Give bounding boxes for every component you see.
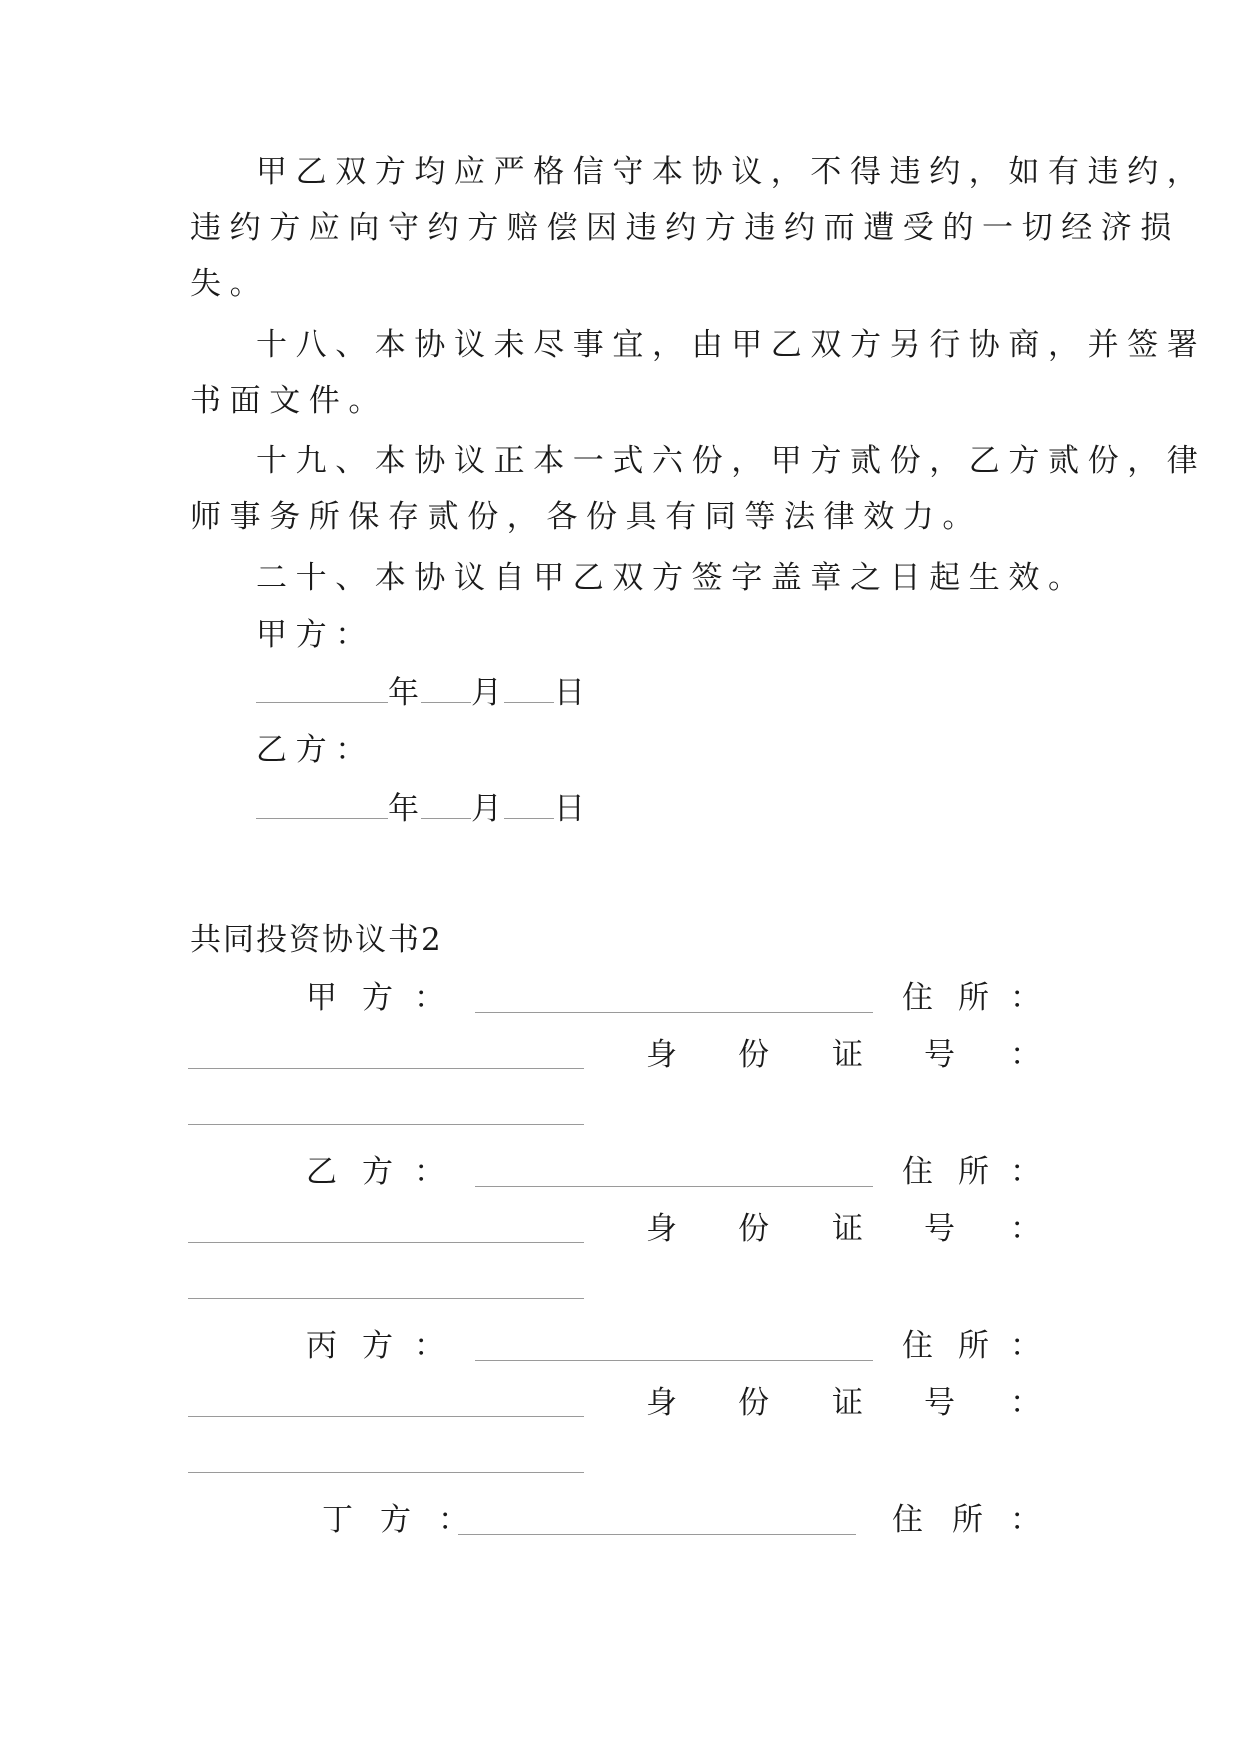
id-label-zheng: 证 — [832, 1385, 863, 1421]
address-label-zhu: 住 — [892, 1502, 923, 1538]
address-label-zhu: 住 — [902, 980, 933, 1016]
id-label-shen: 身 — [646, 1211, 677, 1247]
colon: ： — [414, 1328, 445, 1364]
address-label-suo: 所 — [952, 1502, 983, 1538]
colon: ： — [1010, 1328, 1041, 1364]
id-label-shen: 身 — [646, 1385, 677, 1421]
address-label-zhu: 住 — [902, 1328, 933, 1364]
colon: ： — [1010, 1385, 1041, 1421]
colon: ： — [1010, 980, 1041, 1016]
party-fang-char: 方 — [362, 980, 393, 1016]
year-label: 年 — [388, 675, 421, 711]
address-label-suo: 所 — [958, 1328, 989, 1364]
colon: ： — [414, 980, 445, 1016]
party-jia-id-field[interactable] — [188, 1124, 584, 1125]
colon: ： — [438, 1502, 469, 1538]
month-label: 月 — [471, 791, 504, 827]
party-yi-name-char: 乙 — [306, 1154, 337, 1190]
clause-text-line: 失。 — [190, 266, 270, 302]
party-jia-name-field[interactable] — [475, 1012, 873, 1013]
year-label: 年 — [388, 791, 421, 827]
colon: ： — [1010, 1211, 1041, 1247]
id-label-hao: 号 — [924, 1211, 955, 1247]
party-fang-char: 方 — [362, 1154, 393, 1190]
clause-18-line: 书面文件。 — [190, 383, 388, 419]
id-label-zheng: 证 — [832, 1037, 863, 1073]
address-label-zhu: 住 — [902, 1154, 933, 1190]
party-ding-name-char: 丁 — [322, 1502, 353, 1538]
party-ding-name-field[interactable] — [458, 1534, 856, 1535]
party-yi-address-field[interactable] — [188, 1242, 584, 1243]
month-blank[interactable] — [421, 788, 471, 819]
year-blank[interactable] — [256, 788, 388, 819]
clause-18-line: 十八、本协议未尽事宜，由甲乙双方另行协商，并签署 — [256, 327, 1207, 363]
id-label-fen: 份 — [738, 1385, 769, 1421]
day-blank[interactable] — [504, 672, 554, 703]
clause-19-line: 十九、本协议正本一式六份，甲方贰份，乙方贰份，律 — [256, 443, 1207, 479]
clause-text-line: 甲乙双方均应严格信守本协议，不得违约，如有违约， — [256, 154, 1207, 190]
party-bing-name-char: 丙 — [306, 1328, 337, 1364]
colon: ： — [1010, 1154, 1041, 1190]
party-fang-char: 方 — [362, 1328, 393, 1364]
address-label-suo: 所 — [958, 1154, 989, 1190]
party-bing-name-field[interactable] — [475, 1360, 873, 1361]
id-label-zheng: 证 — [832, 1211, 863, 1247]
day-blank[interactable] — [504, 788, 554, 819]
id-label-fen: 份 — [738, 1211, 769, 1247]
month-blank[interactable] — [421, 672, 471, 703]
id-label-shen: 身 — [646, 1037, 677, 1073]
address-label-suo: 所 — [958, 980, 989, 1016]
colon: ： — [414, 1154, 445, 1190]
party-b-date — [256, 788, 587, 829]
day-label: 日 — [554, 791, 587, 827]
party-a-label: 甲方： — [256, 617, 375, 653]
document-title: 共同投资协议书2 — [190, 922, 443, 958]
clause-20-line: 二十、本协议自甲乙双方签字盖章之日起生效。 — [256, 560, 1088, 596]
clause-text-line: 违约方应向守约方赔偿因违约方违约而遭受的一切经济损 — [190, 210, 1180, 246]
party-a-date — [256, 672, 587, 713]
year-blank[interactable] — [256, 672, 388, 703]
colon: ： — [1010, 1037, 1041, 1073]
id-label-hao: 号 — [924, 1037, 955, 1073]
colon: ： — [1010, 1502, 1041, 1538]
id-label-hao: 号 — [924, 1385, 955, 1421]
party-yi-id-field[interactable] — [188, 1298, 584, 1299]
month-label: 月 — [471, 675, 504, 711]
day-label: 日 — [554, 675, 587, 711]
party-b-label: 乙方： — [256, 732, 375, 768]
party-jia-address-field[interactable] — [188, 1068, 584, 1069]
party-bing-address-field[interactable] — [188, 1416, 584, 1417]
party-bing-id-field[interactable] — [188, 1472, 584, 1473]
id-label-fen: 份 — [738, 1037, 769, 1073]
party-fang-char: 方 — [380, 1502, 411, 1538]
party-yi-name-field[interactable] — [475, 1186, 873, 1187]
party-jia-name-char: 甲 — [306, 980, 337, 1016]
clause-19-line: 师事务所保存贰份，各份具有同等法律效力。 — [190, 499, 982, 535]
